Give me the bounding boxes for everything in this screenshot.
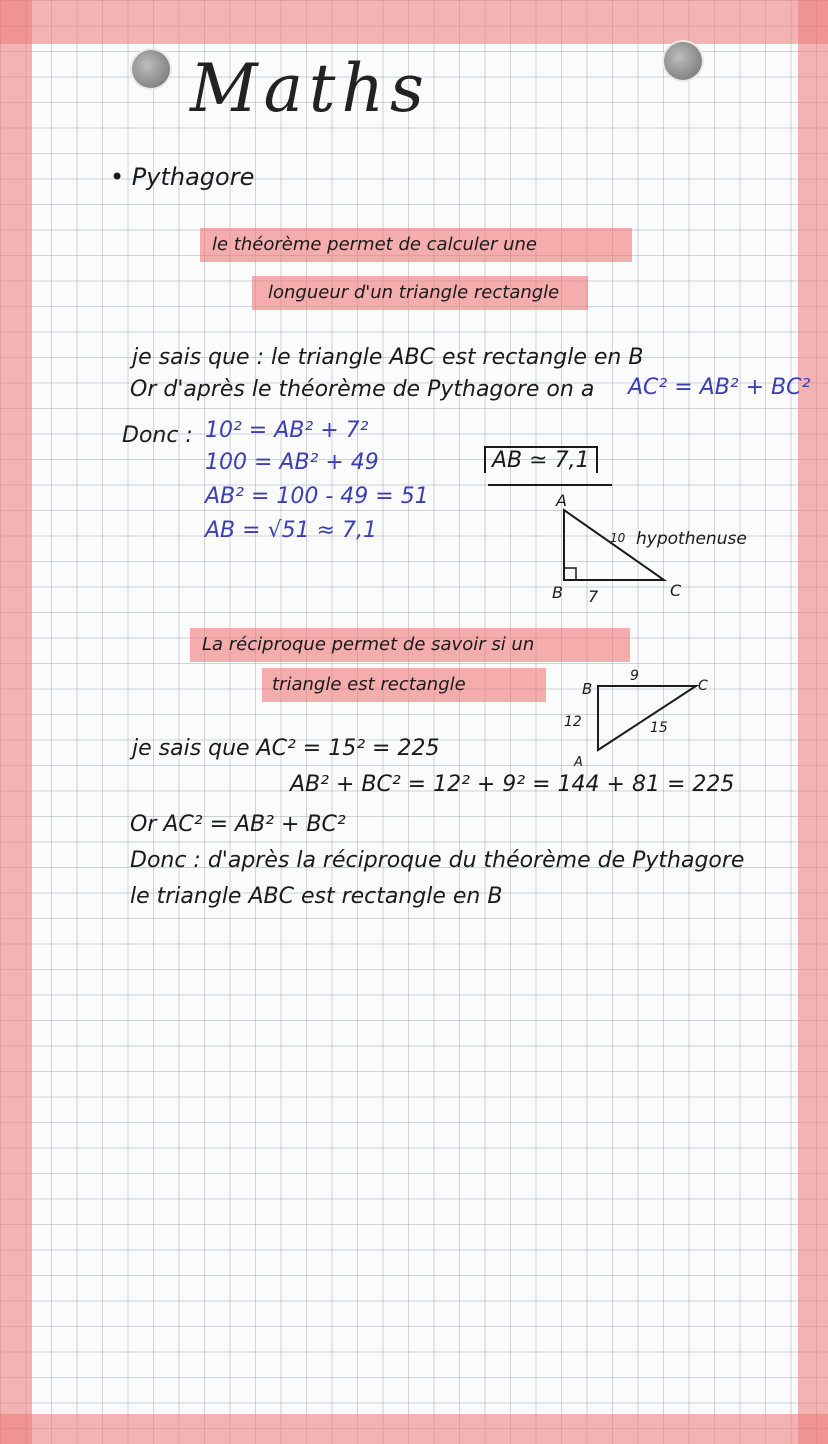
proof-line: je sais que : le triangle ABC est rectangle en B <box>132 345 644 370</box>
side-label-ac: 15 <box>650 720 668 736</box>
calc-line: 100 = AB² + 49 <box>205 450 379 475</box>
vertex-label-c: C <box>670 581 682 600</box>
proof-line: Or d'après le théorème de Pythagore on a <box>130 377 595 402</box>
vertex-label-a: A <box>556 491 567 510</box>
proof-line: AB² + BC² = 12² + 9² = 144 + 81 = 225 <box>290 772 735 797</box>
margin-bottom <box>0 1414 828 1444</box>
proof-line: je sais que AC² = 15² = 225 <box>132 736 440 761</box>
vertex-label-a: A <box>574 755 583 770</box>
vertex-label-b: B <box>582 680 593 698</box>
triangle-diagram-2 <box>560 666 720 776</box>
punch-hole-left <box>132 50 170 88</box>
result-box: AB ≃ 7,1 <box>484 446 598 473</box>
margin-left <box>0 0 32 1444</box>
side-label-ac: 10 <box>610 531 626 545</box>
section-heading: • Pythagore <box>110 163 255 191</box>
proof-line: le triangle ABC est rectangle en B <box>130 884 503 909</box>
hypothenuse-note: hypothenuse <box>636 529 747 549</box>
vertex-label-c: C <box>698 678 708 694</box>
page-title: Maths <box>190 50 430 127</box>
triangle-shape <box>598 686 696 750</box>
definition-line: La réciproque permet de savoir si un <box>202 634 535 655</box>
proof-line: Or AC² = AB² + BC² <box>130 812 346 837</box>
triangle-diagram-1 <box>540 490 800 610</box>
calc-line: AB² = 100 - 49 = 51 <box>205 484 429 509</box>
calc-line: AB = √51 ≈ 7,1 <box>205 518 377 543</box>
margin-top <box>0 0 828 44</box>
proof-line: Donc : <box>122 423 193 448</box>
calc-line: 10² = AB² + 7² <box>205 418 369 443</box>
proof-line: Donc : d'après la réciproque du théorème de Pythagore <box>130 848 745 873</box>
vertex-label-b: B <box>552 583 563 602</box>
right-angle-mark <box>564 568 576 580</box>
result-underline <box>488 484 612 486</box>
margin-right <box>798 0 828 1444</box>
side-label-ab: 12 <box>564 714 582 730</box>
side-label-bc: 9 <box>630 668 639 684</box>
side-label-bc: 7 <box>588 587 599 606</box>
definition-line: le théorème permet de calculer une <box>212 234 537 255</box>
definition-line: longueur d'un triangle rectangle <box>268 282 560 303</box>
pythagore-formula: AC² = AB² + BC² <box>628 375 811 400</box>
punch-hole-right <box>664 42 702 80</box>
definition-line: triangle est rectangle <box>272 674 466 695</box>
